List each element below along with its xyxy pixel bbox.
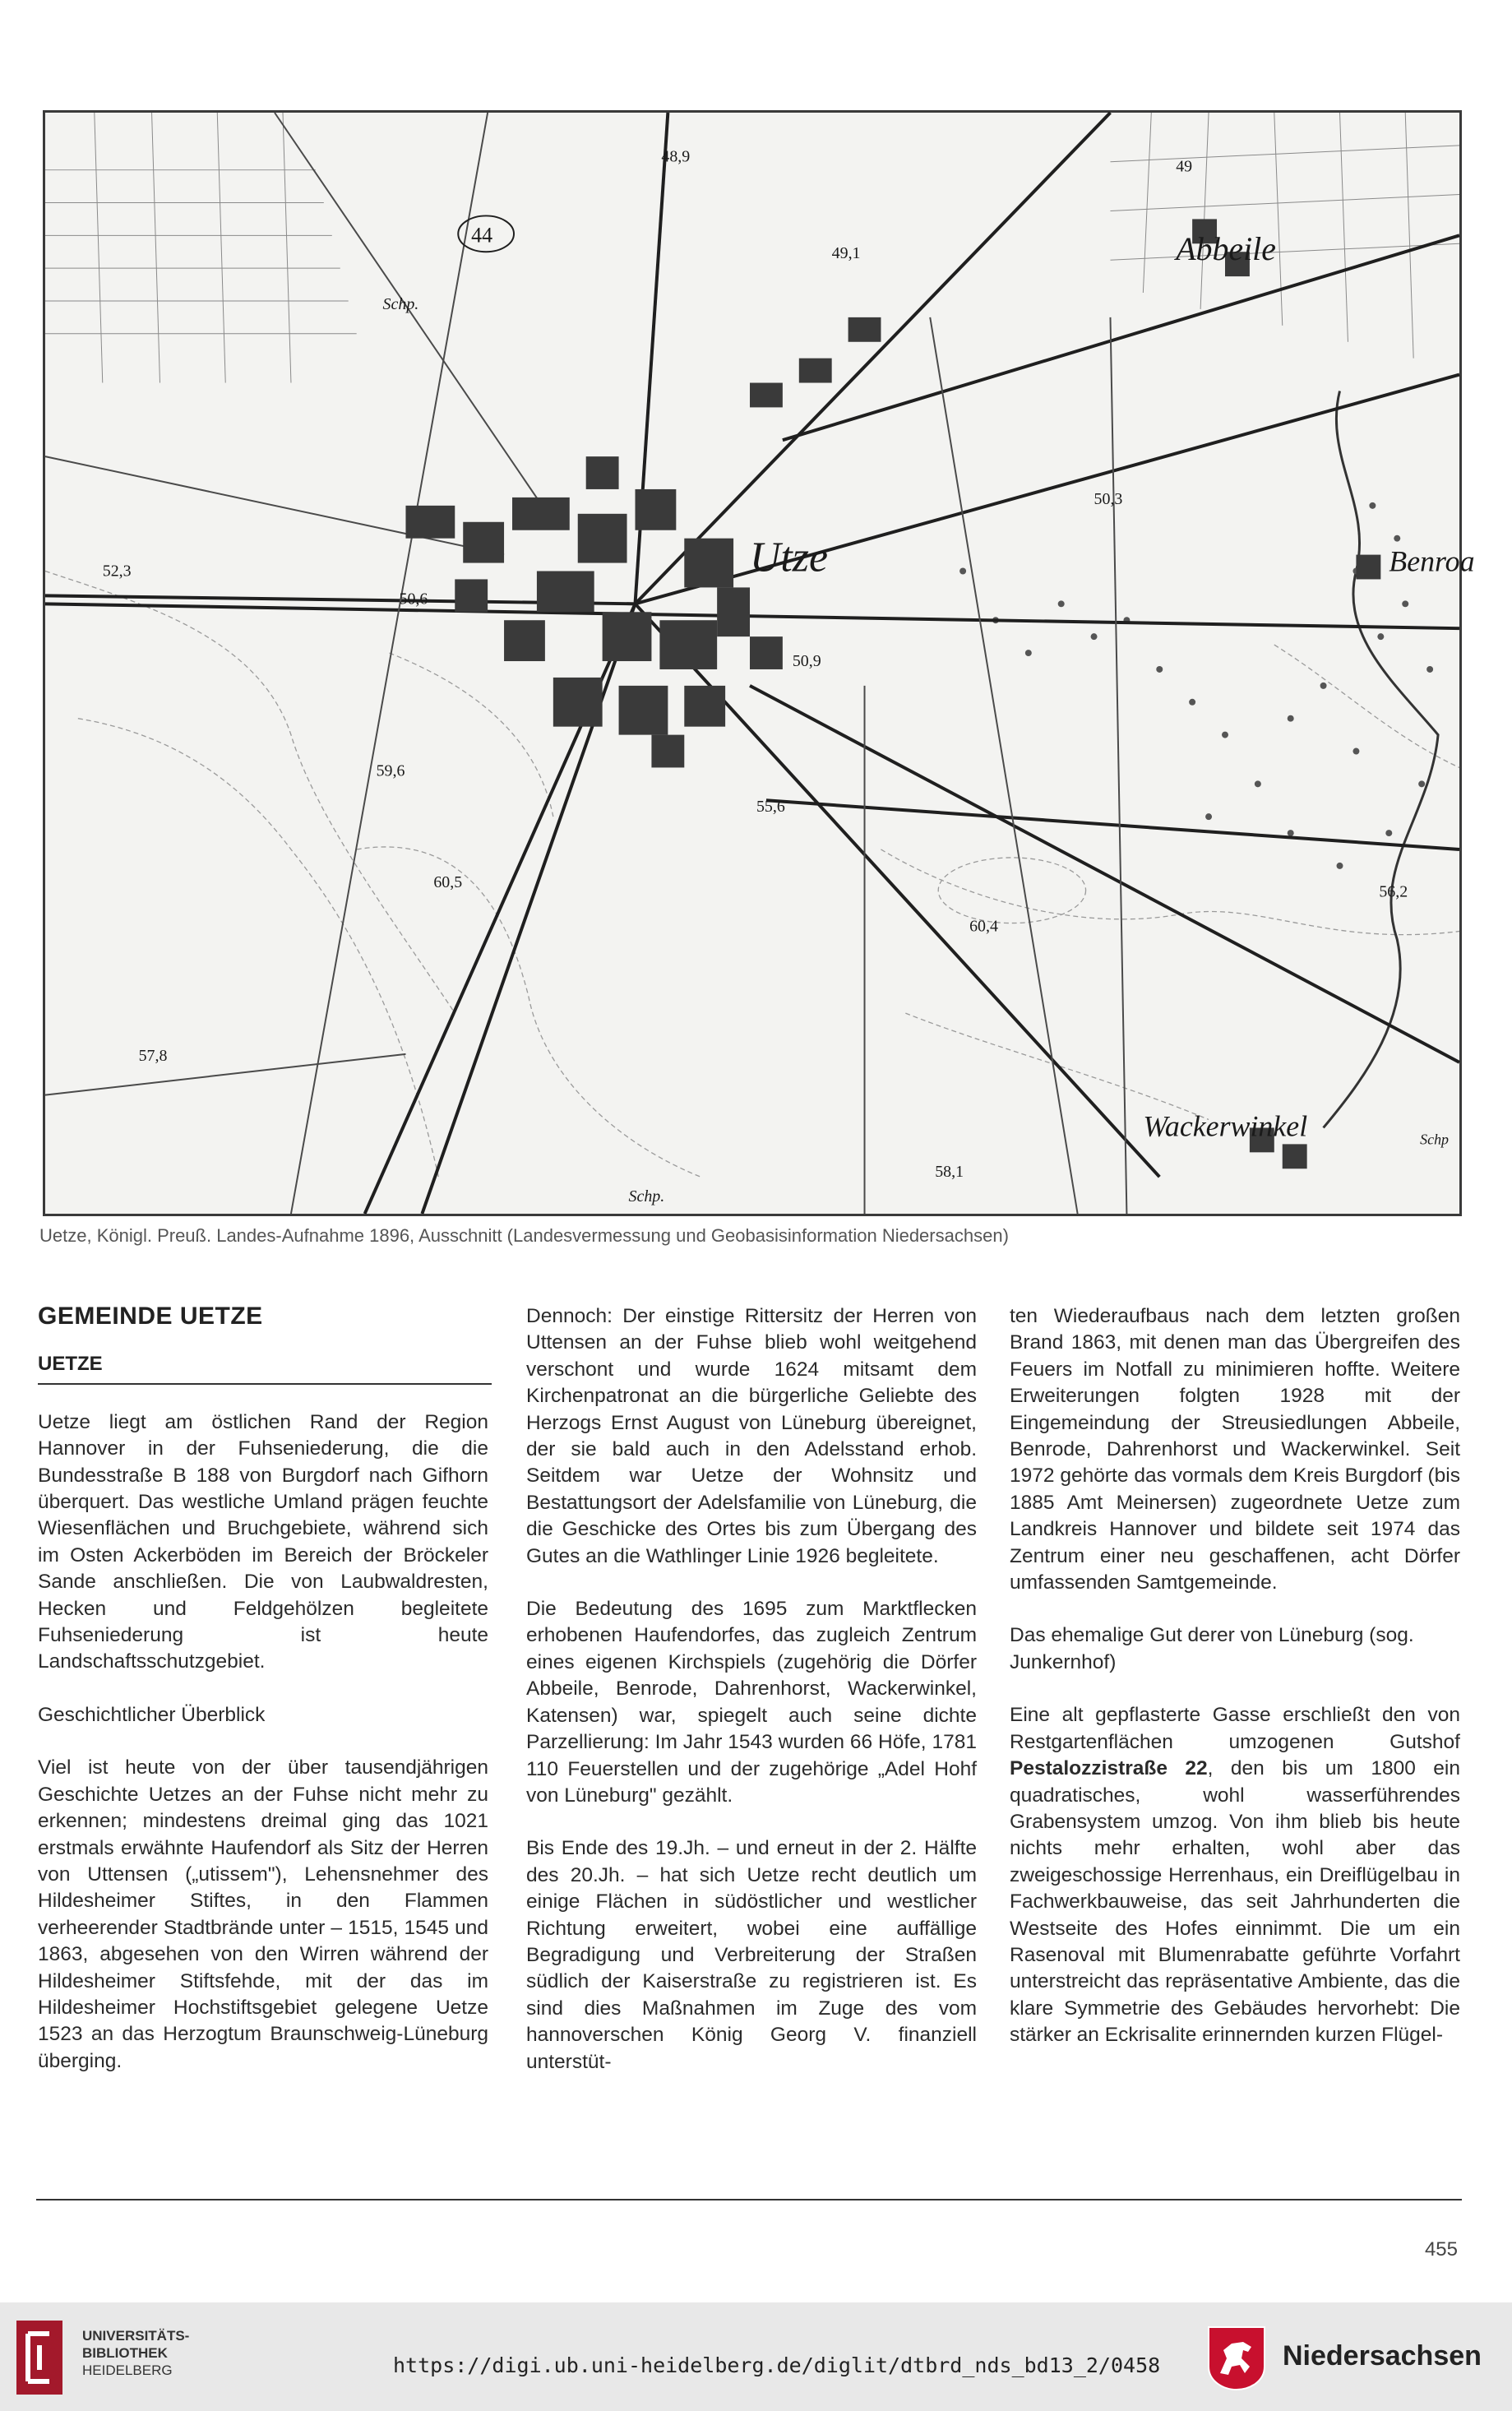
historical-map [43, 110, 1475, 1216]
spot-height: 56,2 [1379, 882, 1408, 901]
map-label-utze: Utze [750, 534, 828, 581]
map-label-schp-1: Schp. [382, 294, 419, 313]
spot-height: 50,9 [792, 651, 821, 670]
bottom-rule [36, 2199, 1462, 2200]
text-column-1 [38, 1303, 488, 2101]
spot-height: 59,6 [376, 761, 405, 780]
spot-height: 50,6 [399, 590, 428, 609]
spot-height: 60,4 [969, 917, 998, 936]
paragraph-text: , den bis um 1800 ein quadratisches, wohl wasserführendes Grabensystem umzog. Von ihm blieb bis heute nichts mehr erhalten, wohl aber das zweigeschossige Herrenhaus, ein Dreiflügelbau in Fachwerkbauweise, das seit Jahrhunderten die Westseite des Hofes einnimmt. Die um ein Rasenoval mit Blumenrabatte geführte Vorfahrt unterstreicht das repräsentative Ambiente, das die klare Symmetrie des Gebäudes hervorhebt: Die stärker an Eckrisalite erinnernden kurzen Flügel- [1010, 1757, 1460, 2047]
document-url-link[interactable]: https://digi.ub.uni-heidelberg.de/diglit/dtbrd_nds_bd13_2/0458 [393, 2353, 1161, 2377]
map-drawing [45, 113, 1475, 1214]
paragraph: Uetze liegt am östlichen Rand der Region Hannover in der Fuhseniederung, die die Bundesstraße B 188 von Burgdorf nach Gifhorn überquert. Das westliche Umland prägen feuchte Wiesenflächen und Bruchgebiete, während sich im Osten Ackerböden im Bereich der Bröckeler Sande anschließen. Die von Laubwaldresten, Hecken und Feldgehölzen begleitete Fuhseniederung ist heute Landschaftsschutzgebiet. [38, 1410, 488, 1673]
paths [45, 113, 1126, 1214]
river [1324, 391, 1439, 1127]
paragraph: Bis Ende des 19.Jh. – und erneut in der 2. Hälfte des 20.Jh. – hat sich Uetze recht deutlich um einige Flächen in südöstlicher und westlicher Richtung erweitert, wobei eine auffällige Begradigung und Verbreiterung der Straßen südlich der Kaiserstraße zu registrieren ist. Es sind dies Maßnahmen im Zuge des vom hannoverschen König Georg V. finanziell unterstüt- [526, 1837, 977, 2073]
university-name-line: BIBLIOTHEK [82, 2345, 168, 2361]
map-caption: Uetze, Königl. Preuß. Landes-Aufnahme 1896, Ausschnitt (Landesvermessung und Geobasisinformation Niedersachsen) [39, 1225, 1009, 1246]
paragraph: ten Wiederaufbaus nach dem letzten großen Brand 1863, mit denen man das Übergreifen des Feuers im Notfall zu minimieren hoffte. Weitere Erweiterungen folgten 1928 mit der Eingemeindung der Streusiedlungen Abbeile, Benrode, Dahrenhorst und Wackerwinkel. Seit 1972 gehörte das vormals dem Kreis Burgdorf (bis 1885 Amt Meinersen) zugeordnete Uetze zum Landkreis Hannover und bildete seit 1974 das Zentrum einer neu geschaffenen, acht Dörfer umfassenden Samtgemeinde. [1010, 1305, 1460, 1594]
niedersachsen-horse-icon [1207, 2325, 1266, 2391]
map-label-wackerwinkel: Wackerwinkel [1143, 1109, 1308, 1143]
section-heading: Das ehemalige Gut derer von Lüneburg (sog. Junkernhof) [1010, 1624, 1414, 1673]
viewer-footer [0, 2302, 1512, 2411]
paragraph-text: Eine alt gepflasterte Gasse erschließt den von Restgartenflächen umzogenen Gutshof [1010, 1704, 1460, 1753]
spot-height: 48,9 [661, 147, 691, 166]
map-label-schp-3: Schp [1420, 1131, 1449, 1148]
map-label-benrode: Benroa [1389, 544, 1475, 578]
spot-height: 49 [1176, 157, 1193, 176]
address-highlight: Pestalozzistraße 22 [1010, 1757, 1208, 1780]
place-heading: UETZE [38, 1351, 492, 1384]
section-heading: Geschichtlicher Überblick [38, 1703, 266, 1726]
text-column-2 [526, 1303, 977, 2102]
paragraph: Viel ist heute von der über tausendjährigen Geschichte Uetzes an der Fuhse nicht mehr zu erkennen; mindestens dreimal ging das 1021 erstmals erwähnte Haufendorf als Sitz der Herren von Uttensen („utissem"), Lehensnehmer des Hildesheimer Stiftes, in den Flammen verheerender Stadtbrände unter – 1515, 1545 und 1863, abgesehen von den Wirren während der Hildesheimer Stiftsfehde, mit der das im Hildesheimer Hochstiftsgebiet gelegene Uetze 1523 an das Herzogtum Braunschweig-Lüneburg überging. [38, 1756, 488, 2072]
paragraph: Dennoch: Der einstige Rittersitz der Herren von Uttensen an der Fuhse blieb wohl weitgehend verschont und wurde 1624 mitsamt dem Kirchenpatronat an die bürgerliche Geliebte des Herzogs Ernst August von Lüneburg übereignet, der sie bald auch in den Adelsstand erhob. Seitdem war Uetze der Wohnsitz und Bestattungsort der Adelsfamilie von Lüneburg, die die Geschicke des Ortes bis zum Übergang des Gutes an die Wathlinger Linie 1926 begleitete. [526, 1305, 977, 1567]
village-buildings [405, 219, 1380, 1168]
spot-height: 50,3 [1094, 489, 1123, 508]
spot-height: 58,1 [935, 1163, 964, 1182]
paragraph: Die Bedeutung des 1695 zum Marktflecken erhobenen Haufendorfes, das zugleich Zentrum eines eigenen Kirchspiels (zugehörig die Dörfer Abbeile, Benrode, Dahrenhorst, Wackerwinkel, Katensen) war, spiegelt auch seine dichte Parzellierung: Im Jahr 1543 wurden 66 Höfe, 1781 110 Feuerstellen und der zugehörige „Adel Hohf von Lüneburg" gezählt. [526, 1598, 977, 1807]
spot-height: 57,8 [138, 1046, 168, 1065]
text-column-3 [1010, 1303, 1460, 2075]
university-library-name [82, 2327, 189, 2379]
state-name: Niedersachsen [1283, 2340, 1482, 2372]
spot-height: 60,5 [433, 872, 463, 891]
spot-height: 55,6 [756, 798, 785, 817]
spot-height: 49,1 [831, 244, 861, 263]
spot-height: 52,3 [102, 562, 132, 581]
municipality-heading: GEMEINDE UETZE [38, 1303, 263, 1330]
university-library-logo-icon [16, 2321, 62, 2395]
page-number: 455 [1424, 2238, 1458, 2261]
map-label-schp-2: Schp. [628, 1187, 665, 1206]
map-label-road-number: 44 [471, 223, 493, 248]
university-name-line: UNIVERSITÄTS- [82, 2328, 190, 2344]
university-name-line: HEIDELBERG [82, 2362, 173, 2378]
paragraph [1010, 1702, 1460, 2048]
map-label-abbeile: Abbeile [1176, 230, 1276, 268]
